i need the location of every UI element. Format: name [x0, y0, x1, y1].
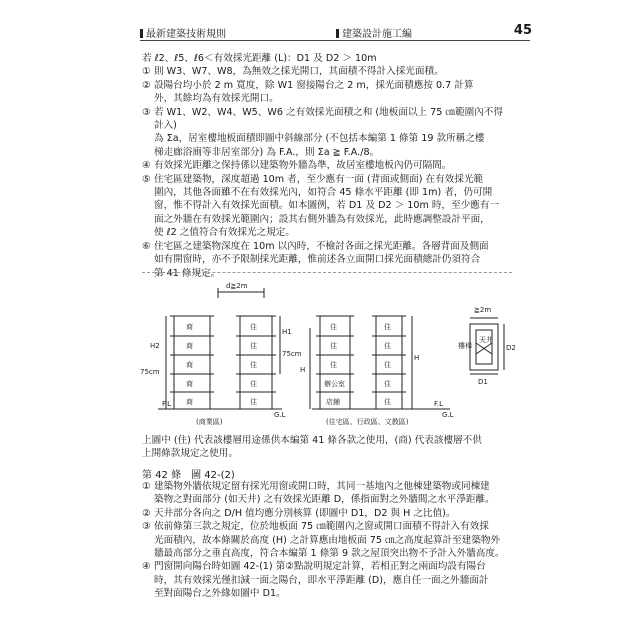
item-line: 使 ℓ2 之值符合有效採光之規定。	[154, 227, 295, 239]
h-label-left: H	[300, 366, 306, 374]
item-list-b	[142, 480, 512, 601]
floor-label-office: 辦公室	[324, 380, 345, 388]
list-item	[142, 159, 512, 172]
right-zone-label: (住宅區、行政區、文教區)	[326, 418, 409, 426]
item-line: 為 Σa，居室樓地板面積即圖中斜線部分 (不包括本編第 1 條第 19 款所稱之樓	[154, 133, 485, 145]
item-number: ②	[142, 507, 151, 519]
item-line: 外，其餘均為有效採光開口。	[154, 93, 279, 105]
item-list-a	[142, 65, 512, 280]
floor-label-zhu: 住	[384, 361, 391, 369]
section-heading: 第 42 條 圖 42-(2)	[142, 470, 235, 481]
item-line: 時，其有效採光僅扣減一面之陽台，即水平淨距離 (D)，應自任一面之外牆面計	[154, 574, 489, 586]
item-line: 天井部分各向之 D/H 值均應分別核算 (即圖中 D1，D2 與 H 之比值)。	[154, 507, 456, 519]
header-rule	[140, 40, 530, 41]
gl-label-right: G.L	[442, 411, 454, 419]
intro-line: 若 ℓ2、ℓ5、ℓ6＜有效採光距離 (L)：D1 及 D2 ＞ 10m	[142, 53, 377, 64]
floor-label-zhu: 住	[250, 361, 257, 369]
item-line: 住宅區之建築物深度在 10m 以內時，不檢討各面之採光距離。各層背面及側面	[154, 240, 489, 252]
floor-label-zhu: 住	[330, 342, 337, 350]
header-section-title: 建築設計施工編	[336, 25, 412, 40]
item-number: ①	[142, 481, 151, 492]
item-line: 若 W1、W2、W4、W5、W6 之有效採光面積之和 (地板面以上 75 ㎝範圍內不得計入)	[154, 106, 503, 132]
item-number: ③	[142, 521, 151, 533]
item-line: 依前條第三款之規定，位於地板面 75 ㎝範圍內之窗或開口面積不得計入有效採	[154, 521, 489, 533]
item-number: ①	[142, 66, 151, 78]
item-line: 圍內，其他各面雖不在有效採光內，如符合 45 條水平距離 (即 1m) 者，仍可開	[154, 187, 493, 199]
note-line: 上圖中 (住) 代表該樓層用途係供本編第 41 條各款之使用，(商) 代表該樓層不供	[142, 435, 482, 446]
h2-label: H2	[150, 342, 160, 350]
floor-label-zhu: 住	[250, 323, 257, 331]
list-item	[142, 173, 512, 240]
page-header	[140, 22, 532, 40]
floor-label-zhu: 住	[250, 398, 257, 406]
list-item	[142, 520, 512, 560]
list-item	[142, 560, 512, 600]
floor-label-shop: 店鋪	[326, 398, 340, 406]
header-book-title: 最新建築技術規則	[140, 25, 226, 40]
floor-label-zhu: 住	[250, 380, 257, 388]
upper-text-block	[142, 52, 512, 280]
floor-label-shang: 商	[186, 380, 193, 388]
cm75-left-label: 75cm	[140, 368, 160, 376]
note-line: 上開條款規定之使用。	[142, 448, 238, 460]
item-number: ③	[142, 106, 151, 118]
figure-note	[142, 434, 512, 461]
d1-label: D1	[478, 378, 488, 386]
item-number: ⑥	[142, 240, 151, 252]
item-line: 如有開窗時，亦不予限制採光距離，惟前述各立面開口採光面積總計仍須符合	[154, 254, 481, 266]
fl-label: F.L	[162, 400, 172, 408]
d-dimension-label: d≧2m	[226, 282, 248, 290]
courtyard-label: 天井	[479, 336, 493, 344]
item-number: ②	[142, 79, 151, 91]
item-line: 梯走廊浴廁等非居室部分) 為 F.A.，則 Σa ≧ F.A./8。	[154, 146, 380, 158]
floor-label-shang: 商	[186, 342, 193, 350]
cm75-mid-label: 75cm	[282, 350, 302, 358]
item-line: 門窗開向陽台時如圖 42-(1) 第②點說明規定計算，若相正對之兩面均設有陽台	[154, 561, 486, 573]
item-line: 設陽台均小於 2 m 寬度，除 W1 窗接陽台之 2 m，採光面積應按 0.7 計算	[154, 79, 474, 91]
floor-label-zhu: 住	[330, 361, 337, 369]
floor-label-shang: 商	[186, 323, 193, 331]
list-item	[142, 65, 512, 78]
item-line: 光面積內，故本條關於高度 (H) 之計算應由地板面 75 ㎝之高度起算計至建築物外	[154, 534, 501, 546]
floor-label-shang: 商	[186, 361, 193, 369]
floor-label-shang: 商	[186, 398, 193, 406]
item-number: ⑤	[142, 173, 151, 185]
item-number: ④	[142, 561, 151, 573]
item-line: 至對面陽台之外緣如圖中 D1。	[154, 588, 286, 600]
left-zone-label: (商業區)	[196, 418, 223, 426]
list-item	[142, 507, 512, 520]
item-line: 面之外牆在有效採光範圍內；設其右側外牆為有效採光，此時應調整設計平面，	[154, 213, 490, 225]
item-line: 則 W3、W7、W8，為無效之採光開口，其面積不得計入採光面積。	[154, 66, 444, 78]
item-line: 牆最高部分之垂直高度，符合本編第 1 條第 9 款之屋頂突出物不予計入外牆高度。	[154, 548, 505, 560]
item-line: 住宅區建築物，深度超過 10m 者，至少應有一面 (背面或側面) 在有效採光範	[154, 173, 484, 185]
gl-label: G.L	[274, 411, 286, 419]
floor-label-zhu: 住	[384, 323, 391, 331]
item-line: 建築物外牆依規定留有採光用窗或開口時，其同一基地內之他棟建築物或同棟建	[154, 481, 490, 492]
floor-label-zhu: 住	[330, 323, 337, 331]
list-item	[142, 106, 512, 160]
floor-label-zhu: 住	[384, 380, 391, 388]
floor-label-zhu: 住	[250, 342, 257, 350]
stair-label: 樓梯	[458, 342, 472, 350]
page-number: 45	[513, 23, 532, 38]
item-line: 窗，惟不得計入有效採光面積。如本圖例，若 D1 及 D2 ＞ 10m 時，至少應有一	[154, 200, 500, 212]
item-line: 築物之對面部分 (如天井) 之有效採光距離 D，係指面對之外牆間之水平淨距離。	[154, 494, 495, 506]
list-item	[142, 79, 512, 106]
floor-label-zhu: 住	[384, 342, 391, 350]
section-divider	[142, 272, 512, 273]
building-section-diagram	[140, 278, 516, 428]
h-label-right: H	[414, 354, 420, 362]
ge2m-label: ≧2m	[474, 306, 492, 314]
d2-label: D2	[506, 344, 516, 352]
item-line: 有效採光距離之保持係以建築物外牆為準，故居室樓地板內仍可隔間。	[154, 160, 452, 172]
h1-label: H1	[282, 328, 292, 336]
floor-label-zhu: 住	[384, 398, 391, 406]
item-number: ④	[142, 160, 151, 172]
list-item	[142, 480, 512, 507]
fl-label-right: F.L	[434, 400, 444, 408]
lower-text-block	[142, 480, 512, 601]
item-line: 第 41 條規定。	[154, 267, 221, 279]
list-item	[142, 240, 512, 280]
